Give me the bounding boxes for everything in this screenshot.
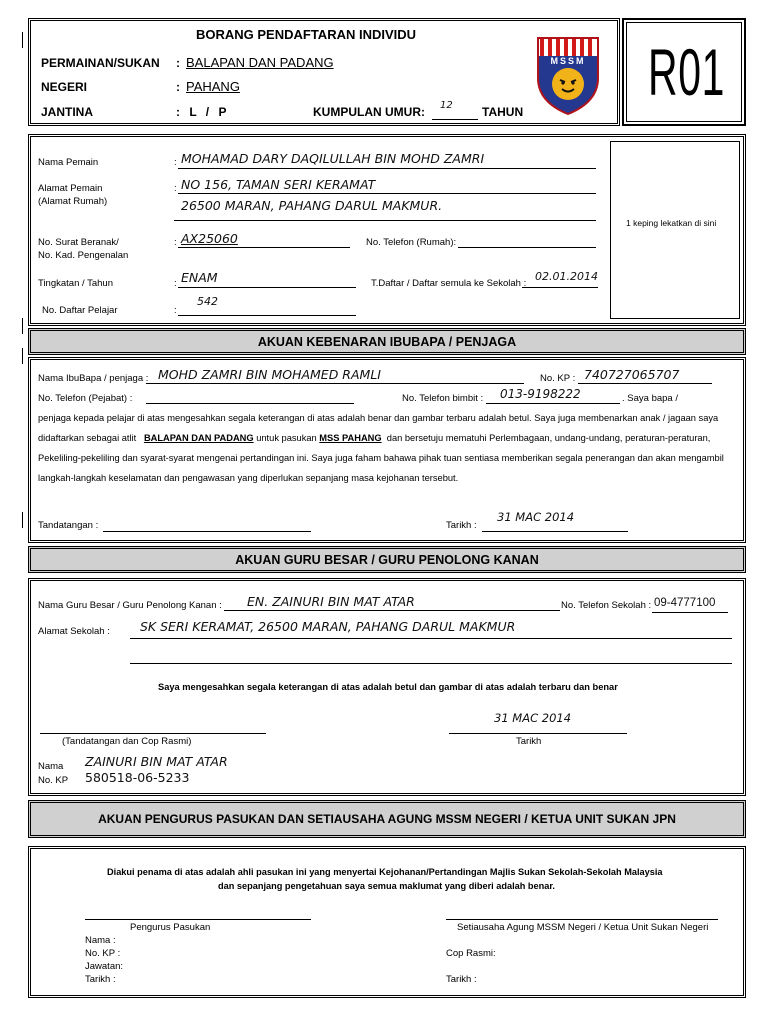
school-address-label: Alamat Sekolah : — [38, 626, 110, 637]
declaration-agree-text: dan bersetuju mematuhi Perlembagaan, undang-undang, peraturan-peraturan, — [386, 433, 711, 443]
school-phone-label: No. Telefon Sekolah : — [561, 600, 652, 611]
manager-nama: Nama : — [85, 935, 116, 946]
declaration-team: MSS PAHANG — [319, 433, 382, 443]
phone-home-label: No. Telefon (Rumah): — [366, 237, 457, 248]
school-phone-line — [652, 612, 728, 613]
age-group-label: KUMPULAN UMUR: — [313, 105, 425, 119]
edge-mark — [22, 318, 23, 334]
manager-signature-line — [85, 919, 311, 920]
id-label-1: No. Surat Beranak/ — [38, 237, 119, 248]
address-value-1: NO 156, TAMAN SERI KERAMAT — [181, 177, 376, 192]
office-phone-line — [146, 403, 354, 404]
student-no-colon: : — [174, 305, 177, 316]
headmaster-section-title: AKUAN GURU BESAR / GURU PENOLONG KANAN — [235, 552, 539, 567]
parent-ic-label: No. KP : — [540, 373, 576, 384]
headmaster-name-line — [224, 610, 560, 611]
parent-date-line — [482, 531, 628, 532]
declaration-sport: BALAPAN DAN PADANG — [143, 433, 254, 443]
parent-ic-line — [578, 383, 712, 384]
school-address-value: SK SERI KERAMAT, 26500 MARAN, PAHANG DARUL MAKMUR — [140, 619, 516, 634]
logo-text: MSSM — [550, 56, 586, 66]
register-date-label: T.Daftar / Daftar semula ke Sekolah : — [371, 278, 527, 289]
gender-label: JANTINA — [41, 105, 94, 119]
parent-signature-line — [103, 531, 311, 532]
headmaster-name-label: Nama Guru Besar / Guru Penolong Kanan : — [38, 600, 222, 611]
player-name-label: Nama Pemain — [38, 157, 99, 168]
mobile-value: 013-9198222 — [500, 387, 581, 401]
declaration-line-5: langkah-langkah keselamatan dan pengawasan yang diperlukan sepanjang masa kejohanan tersebut. — [38, 473, 459, 483]
grade-value: ENAM — [181, 270, 218, 285]
register-date-line — [522, 287, 598, 288]
school-address-line-2 — [130, 663, 732, 664]
phone-home-line — [458, 247, 596, 248]
declaration-line-2: penjaga kepada pelajar di atas mengesahkan segala keterangan di atas adalah benar dan gambar terbaru adalah betul. Saya juga membenarkan anak / jagaan saya — [38, 413, 719, 423]
mssm-logo — [536, 36, 600, 116]
form-code: R01 — [648, 35, 725, 109]
id-label-2: No. Kad. Pengenalan — [38, 250, 129, 261]
sport-label: PERMAINAN/SUKAN — [41, 56, 160, 70]
parent-name-value: MOHD ZAMRI BIN MOHAMED RAMLI — [158, 367, 381, 382]
edge-mark — [22, 512, 23, 528]
address-label-2: (Alamat Rumah) — [38, 196, 108, 207]
manager-jawatan: Jawatan: — [85, 961, 124, 972]
parent-section-title: AKUAN KEBENARAN IBUBAPA / PENJAGA — [257, 334, 517, 349]
management-section-header — [28, 800, 746, 838]
headmaster-signature-line — [40, 733, 266, 734]
mobile-label: No. Telefon bimbit : — [402, 393, 484, 404]
headmaster-date-line — [449, 733, 627, 734]
headmaster-nama-label: Nama — [38, 761, 64, 772]
form-title: BORANG PENDAFTARAN INDIVIDU — [196, 27, 417, 42]
declaration-line-3 — [38, 429, 710, 449]
student-no-value: 542 — [197, 295, 218, 308]
parent-signature-label: Tandatangan : — [38, 520, 99, 531]
secretary-caption: Setiausaha Agung MSSM Negeri / Ketua Unit Sukan Negeri — [457, 922, 709, 933]
grade-label: Tingkatan / Tahun — [38, 278, 113, 289]
id-value: AX25060 — [181, 231, 238, 246]
manager-kp: No. KP : — [85, 948, 121, 959]
parent-date-value: 31 MAC 2014 — [497, 510, 575, 524]
declaration-athlete-text: didaftarkan sebagai atlit — [38, 433, 137, 443]
player-name-colon: : — [174, 157, 177, 168]
declaration-team-text: untuk pasukan — [256, 433, 317, 443]
management-statement-1: Diakui penama di atas adalah ahli pasukan ini yang menyertai Kejohanan/Pertandingan Majlis Sukan Sekolah-Sekolah Malaysia — [107, 867, 663, 877]
student-no-label: No. Daftar Pelajar — [42, 305, 118, 316]
photo-instruction: 1 keping lekatkan di sini — [626, 218, 717, 228]
student-no-line — [178, 315, 356, 316]
headmaster-name-value: EN. ZAINURI BIN MAT ATAR — [247, 594, 415, 609]
address-line-1 — [178, 193, 596, 194]
state-label: NEGERI — [41, 80, 88, 94]
school-phone-value: 09-4777100 — [654, 597, 716, 609]
edge-mark — [22, 348, 23, 364]
age-group-line — [432, 119, 478, 120]
id-colon: : — [174, 237, 177, 248]
school-address-line-1 — [130, 638, 732, 639]
parent-name-label: Nama IbuBapa / penjaga : — [38, 373, 149, 384]
mobile-line — [486, 403, 620, 404]
parent-name-line — [146, 383, 524, 384]
secretary-cop: Cop Rasmi: — [446, 948, 496, 959]
declaration-line-4: Pekeliling-pekeliling dan syarat-syarat mengenai pertandingan ini. Saya juga faham bahawa pihak tuan sentiasa memberikan segala penerangan dan akan mengambil — [38, 453, 724, 463]
gender-value: : L / P — [176, 105, 227, 119]
secretary-tarikh: Tarikh : — [446, 974, 477, 985]
age-unit: TAHUN — [482, 105, 524, 119]
management-statement-2: dan sepanjang pengetahuan saya semua maklumat yang diberi adalah benar. — [218, 881, 555, 891]
parent-ic-value: 740727065707 — [584, 367, 680, 382]
headmaster-nama-value: ZAINURI BIN MAT ATAR — [85, 754, 228, 769]
headmaster-section-header — [28, 546, 746, 573]
address-label-1: Alamat Pemain — [38, 183, 103, 194]
headmaster-ic-value: 580518-06-5233 — [85, 770, 190, 785]
headmaster-declaration: Saya mengesahkan segala keterangan di atas adalah betul dan gambar di atas adalah terbaru dan benar — [158, 682, 618, 692]
state-colon: : — [176, 80, 180, 94]
grade-line — [178, 287, 356, 288]
secretary-signature-line — [446, 919, 718, 920]
id-line — [178, 247, 350, 248]
declaration-line-1: . Saya bapa / — [622, 393, 678, 404]
address-line-2 — [174, 220, 596, 221]
manager-caption: Pengurus Pasukan — [130, 922, 211, 933]
headmaster-date-caption: Tarikh — [516, 736, 542, 747]
headmaster-signature-caption: (Tandatangan dan Cop Rasmi) — [62, 736, 192, 747]
player-name-line — [178, 168, 596, 169]
management-section-title: AKUAN PENGURUS PASUKAN DAN SETIAUSAHA AGUNG MSSM NEGERI / KETUA UNIT SUKAN JPN — [98, 812, 676, 826]
parent-section-header — [28, 328, 746, 355]
address-colon: : — [174, 183, 177, 194]
address-value-2: 26500 MARAN, PAHANG DARUL MAKMUR. — [181, 198, 443, 213]
age-group-value: 12 — [440, 100, 453, 111]
edge-mark — [22, 32, 23, 48]
state-value: PAHANG — [186, 79, 240, 94]
office-phone-label: No. Telefon (Pejabat) : — [38, 393, 133, 404]
grade-colon: : — [174, 278, 177, 289]
parent-date-label: Tarikh : — [446, 520, 477, 531]
sport-colon: : — [176, 56, 180, 70]
player-name-value: MOHAMAD DARY DAQILULLAH BIN MOHD ZAMRI — [181, 151, 485, 166]
headmaster-date-value: 31 MAC 2014 — [494, 711, 572, 725]
headmaster-ic-label: No. KP — [38, 775, 69, 786]
register-date-value: 02.01.2014 — [535, 270, 598, 283]
manager-tarikh: Tarikh : — [85, 974, 116, 985]
sport-value: BALAPAN DAN PADANG — [186, 55, 334, 70]
photo-box — [610, 141, 740, 319]
